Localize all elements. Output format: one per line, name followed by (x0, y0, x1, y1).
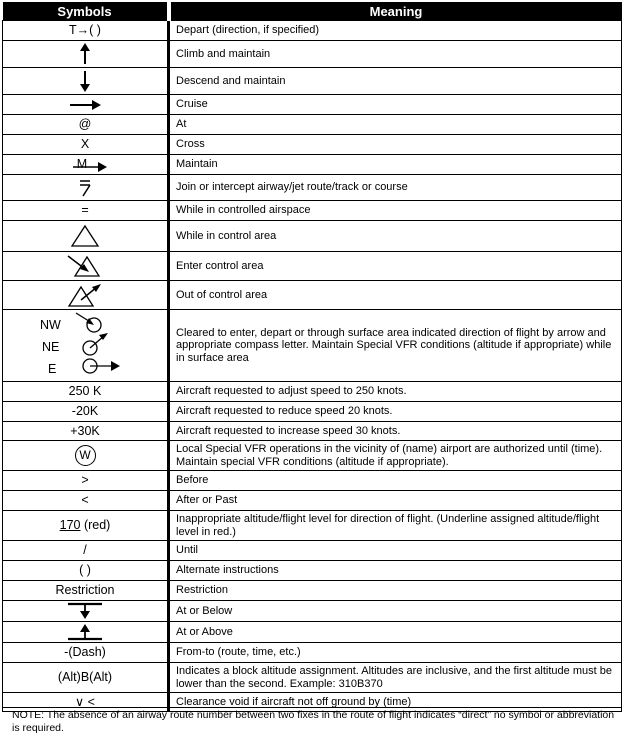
symbol-cell: +30K (3, 422, 169, 441)
symbol-cell (3, 68, 169, 95)
meaning-cell: Out of control area (169, 281, 622, 310)
table-row (3, 281, 622, 310)
surface-area-direction-symbols (30, 311, 140, 381)
symbol-cell (3, 601, 169, 622)
footnote: NOTE: The absence of an airway route number between two fixes in the route of flight indicates “direct” no symbol or abbreviation is required. (12, 709, 615, 734)
table-row (3, 491, 622, 511)
symbol-cell (3, 622, 169, 643)
meaning-cell: Cleared to enter, depart or through surface area indicated direction of flight by arrow and appropriate compass letter. Maintain Special VFR conditions (altitude if appropriate) while in surface area (169, 310, 622, 382)
table-row (3, 175, 622, 201)
table-row (3, 581, 622, 601)
symbol-cell: 250 K (3, 382, 169, 402)
meaning-cell: From-to (route, time, etc.) (169, 643, 622, 663)
meaning-cell: Aircraft requested to increase speed 30 knots. (169, 422, 622, 441)
meaning-cell: Local Special VFR operations in the vicinity of (name) airport are authorized until (time). Maintain special VFR conditions (altitude if appropriate). (169, 441, 622, 471)
cruise-arrow-icon (69, 100, 101, 110)
meaning-cell: Maintain (169, 155, 622, 175)
table-row (3, 221, 622, 252)
descend-arrow-icon (78, 70, 92, 92)
meaning-cell: While in controlled airspace (169, 201, 622, 221)
symbols-table-container (2, 2, 622, 712)
symbol-cell: Restriction (3, 581, 169, 601)
symbol-cell: / (3, 541, 169, 561)
symbol-cell: @ (3, 115, 169, 135)
symbol-cell: < (3, 491, 169, 511)
table-row (3, 155, 622, 175)
maintain-arrow-icon (73, 162, 107, 172)
symbol-cell: -20K (3, 402, 169, 422)
exit-triangle-icon (67, 282, 103, 308)
table-row (3, 561, 622, 581)
table-row (3, 115, 622, 135)
symbol-cell (3, 41, 169, 68)
maintain-letter: M (76, 157, 88, 172)
underlined-altitude: 170 (59, 518, 81, 533)
join-intercept-icon (78, 179, 92, 197)
table-header-row (3, 2, 622, 21)
table-row (3, 663, 622, 693)
meaning-cell: Aircraft requested to adjust speed to 250 knots. (169, 382, 622, 402)
circled-w-symbol: W (75, 445, 96, 466)
climb-arrow-icon (78, 43, 92, 65)
symbol-cell (3, 441, 169, 471)
e-circle-arrow-icon (82, 357, 122, 375)
symbol-cell (3, 155, 169, 175)
meaning-cell: After or Past (169, 491, 622, 511)
table-row (3, 135, 622, 155)
enter-triangle-icon (67, 254, 103, 278)
meaning-cell: At or Above (169, 622, 622, 643)
meaning-cell: Descend and maintain (169, 68, 622, 95)
symbol-cell: ( ) (3, 561, 169, 581)
symbols-table (2, 2, 622, 712)
symbol-cell (3, 95, 169, 115)
triangle-icon (70, 224, 100, 248)
table-row (3, 41, 622, 68)
symbol-cell (3, 310, 169, 382)
table-row (3, 68, 622, 95)
table-row (3, 441, 622, 471)
meaning-cell: Enter control area (169, 252, 622, 281)
table-row (3, 541, 622, 561)
meaning-cell: Join or intercept airway/jet route/track or course (169, 175, 622, 201)
symbol-cell (3, 252, 169, 281)
table-row (3, 622, 622, 643)
red-note: (red) (80, 518, 111, 533)
at-or-above-icon (67, 623, 103, 641)
table-row (3, 95, 622, 115)
symbol-cell: = (3, 201, 169, 221)
meaning-cell: Inappropriate altitude/flight level for direction of flight. (Underline assigned altitude/flight level in red.) (169, 511, 622, 541)
symbol-cell (3, 511, 169, 541)
table-row (3, 471, 622, 491)
table-row (3, 422, 622, 441)
table-row (3, 310, 622, 382)
meaning-cell: While in control area (169, 221, 622, 252)
meaning-cell: Clearance void if aircraft not off ground by (time) (169, 693, 622, 712)
meaning-cell: Until (169, 541, 622, 561)
meaning-cell: Aircraft requested to reduce speed 20 knots. (169, 402, 622, 422)
note-divider (2, 707, 622, 708)
meaning-cell: At or Below (169, 601, 622, 622)
symbol-cell: > (3, 471, 169, 491)
e-label: E (48, 361, 57, 376)
symbol-cell: -(Dash) (3, 643, 169, 663)
meaning-cell: Alternate instructions (169, 561, 622, 581)
meaning-cell: Restriction (169, 581, 622, 601)
meaning-cell: At (169, 115, 622, 135)
meaning-cell: Depart (direction, if specified) (169, 21, 622, 41)
table-row (3, 643, 622, 663)
meaning-cell: Indicates a block altitude assignment. Altitudes are inclusive, and the first altitude must be lower than the second. Example: 310B370 (169, 663, 622, 693)
meaning-header: Meaning (169, 2, 622, 21)
meaning-cell: Before (169, 471, 622, 491)
symbol-cell: ∨ < (3, 693, 169, 712)
meaning-cell: Climb and maintain (169, 41, 622, 68)
ne-label: NE (42, 339, 60, 354)
table-row (3, 252, 622, 281)
table-row (3, 601, 622, 622)
symbol-cell (3, 175, 169, 201)
table-row (3, 21, 622, 41)
at-or-below-icon (67, 602, 103, 620)
table-row (3, 402, 622, 422)
nw-label: NW (40, 317, 61, 332)
meaning-cell: Cruise (169, 95, 622, 115)
symbol-cell: (Alt)B(Alt) (3, 663, 169, 693)
symbol-cell (3, 221, 169, 252)
table-row (3, 201, 622, 221)
table-row (3, 511, 622, 541)
ne-circle-arrow-icon (80, 331, 110, 357)
meaning-cell: Cross (169, 135, 622, 155)
symbol-cell (3, 281, 169, 310)
symbols-header: Symbols (3, 2, 169, 21)
table-row (3, 382, 622, 402)
symbol-cell: T→( ) (3, 21, 169, 41)
symbol-cell: X (3, 135, 169, 155)
